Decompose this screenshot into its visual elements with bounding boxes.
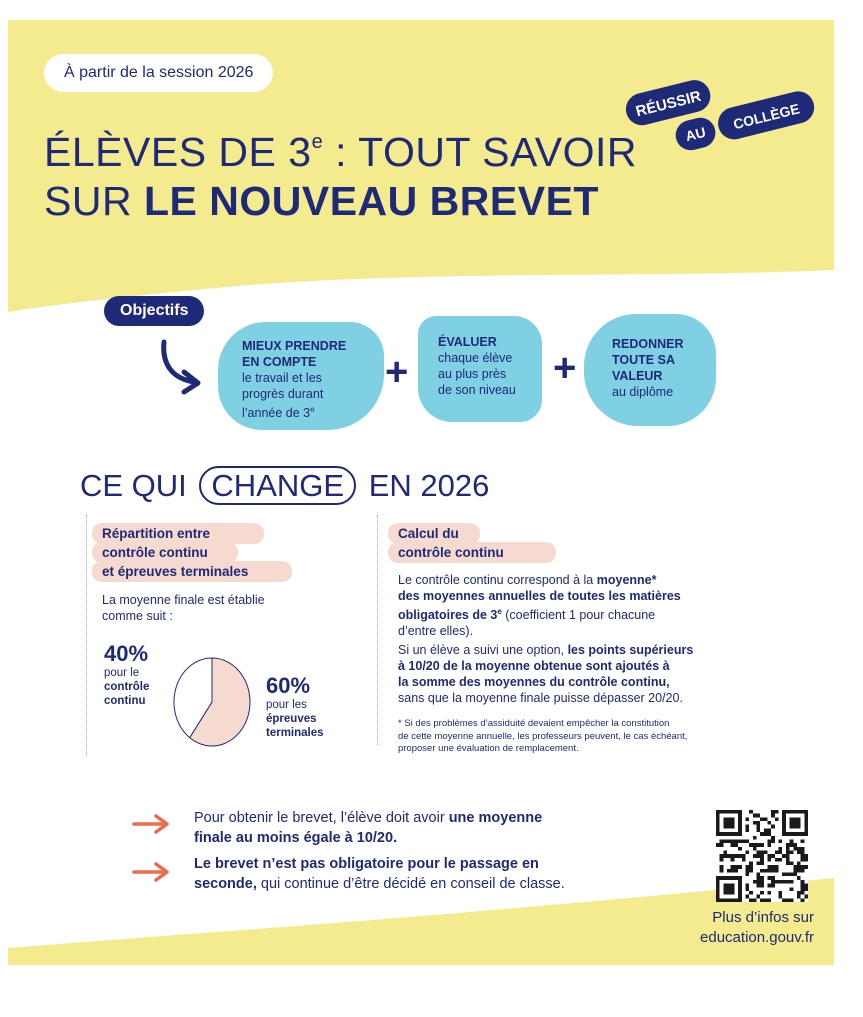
pct-40-label: pour le contrôle continu [104,667,150,707]
badge-text-au: AU [683,123,708,145]
badge-text-college: COLLÈGE [731,100,802,133]
left-heading: Répartition entre contrôle continu et épreuves terminales [102,526,249,579]
plus-sign: + [553,346,577,390]
right-heading: Calcul du contrôle continu [398,526,504,560]
page-title: ÉLÈVES DE 3e : TOUT SAVOIR SUR LE NOUVEAU BREVET [44,129,638,224]
left-intro: La moyenne finale est établie comme suit : [102,593,265,623]
qr-code[interactable] [716,810,808,902]
education-link[interactable]: education.gouv.fr [700,929,814,946]
arrow-right-icon [132,862,172,882]
brevet-not-mandatory: Le brevet n’est pas obligatoire pour le passage en seconde, qui continue d’être décidé en conseil de classe. [194,856,565,892]
poster [8,20,834,965]
section-title-ce-qui-change: CE QUI CHANGE EN 2026 [80,468,490,503]
session-pill: À partir de la session 2026 [44,54,273,92]
right-paragraph-2: Si un élève a suivi une option, les points supérieurs à 10/20 de la moyenne obtenue sont ajoutés à la somme des moyennes du contrôle continu, sans que la moyenne finale puisse dépasser 20/20. [398,643,694,705]
objectifs-label: Objectifs [104,296,204,326]
curved-arrow-icon [154,338,214,398]
change-ring: CHANGE [199,466,356,505]
badge-text-reussir: RÉUSSIR [634,87,703,121]
divider [377,515,378,745]
reussir-au-college-badge [608,54,818,164]
arrow-right-icon [132,814,172,834]
pie-chart [172,656,252,748]
objectif-mieux-prendre-en-compte: MIEUX PRENDRE EN COMPTE le travail et les progrès durant l’année de 3e [218,322,384,430]
more-info: Plus d’infos sur education.gouv.fr [700,909,814,946]
pct-40: 40% [104,641,149,666]
plus-sign: + [385,350,409,394]
pie-slices [174,658,250,746]
objectif-evaluer: ÉVALUER chaque élève au plus près de son niveau [418,316,542,422]
right-footnote: * Si des problèmes d’assiduité devaient empêcher la constitution de cette moyenne annuelle, les professeurs peuvent, le cas échéant, proposer une évaluation de remplacement. [398,718,688,754]
right-paragraph-1: Le contrôle continu correspond à la moyenne* des moyennes annuelles de toutes les matières obligatoires de 3e (coefficient 1 pour chacune d’entre elles). [398,573,681,639]
divider [86,515,87,755]
pct-60: 60% [266,673,311,698]
brevet-requirement: Pour obtenir le brevet, l’élève doit avoir une moyenne finale au moins égale à 10/20. [194,810,543,846]
objectif-redonner-valeur: REDONNER TOUTE SA VALEUR au diplôme [584,314,716,426]
pct-60-label: pour les épreuves terminales [266,699,324,739]
